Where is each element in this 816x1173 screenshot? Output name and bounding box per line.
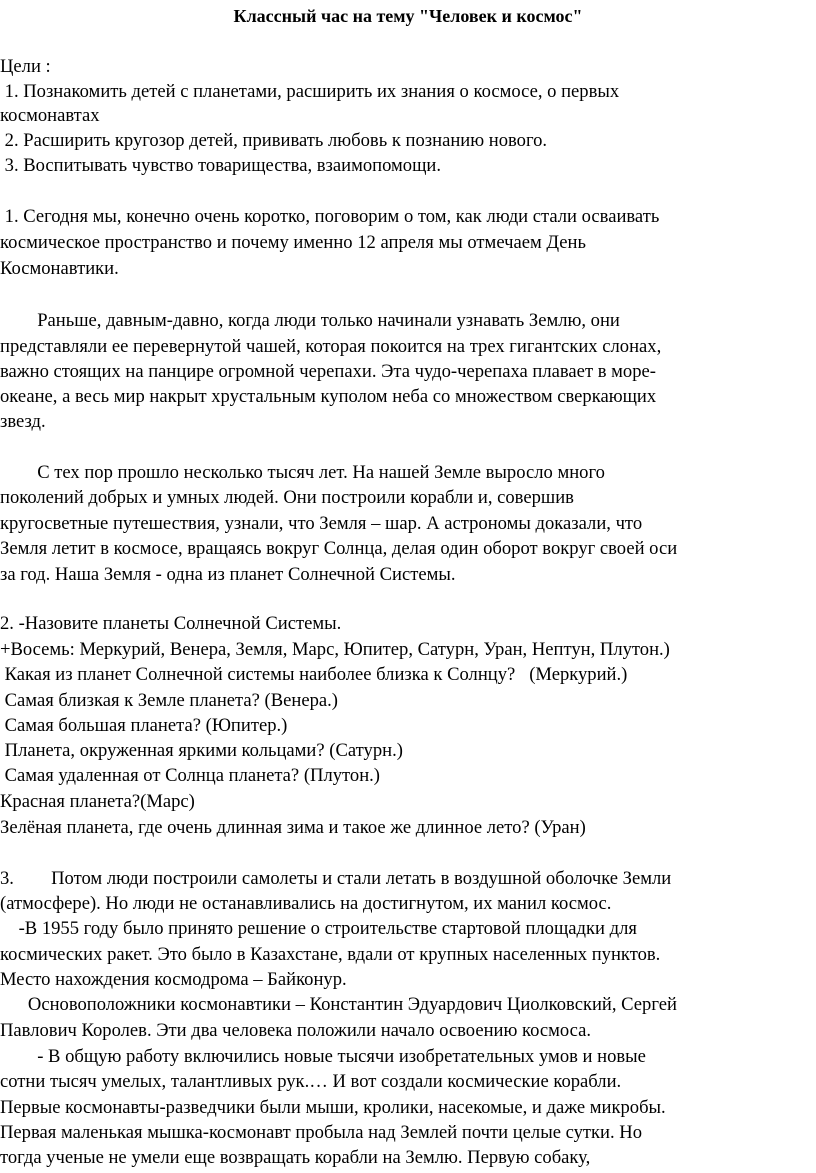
text-line: С тех пор прошло несколько тысяч лет. На нашей Земле выросло много xyxy=(0,462,605,483)
text-line: Планета, окруженная яркими кольцами? (Сатурн.) xyxy=(0,740,403,761)
text-line: Цели : xyxy=(0,56,51,77)
text-line: космическое пространство и почему именно 12 апреля мы отмечаем День xyxy=(0,232,586,253)
text-line: Первая маленькая мышка-космонавт пробыла над Землей почти целые сутки. Но xyxy=(0,1122,643,1143)
text-line: 3. Потом люди построили самолеты и стали летать в воздушной оболочке Земли xyxy=(0,868,672,889)
text-line: Место нахождения космодрома – Байконур. xyxy=(0,969,347,990)
text-line: кругосветные путешествия, узнали, что Земля – шар. А астрономы доказали, что xyxy=(0,513,643,534)
text-line: 2. -Назовите планеты Солнечной Системы. xyxy=(0,613,342,634)
text-line: (атмосфере). Но люди не останавливались на достигнутом, их манил космос. xyxy=(0,893,612,914)
text-line: 1. Сегодня мы, конечно очень коротко, поговорим о том, как люди стали осваивать xyxy=(0,206,660,227)
text-line: 2. Расширить кругозор детей, прививать любовь к познанию нового. xyxy=(0,130,548,151)
text-line: космических ракет. Это было в Казахстане, вдали от крупных населенных пунктов. xyxy=(0,944,661,965)
text-line: звезд. xyxy=(0,411,46,432)
text-line: Первые космонавты-разведчики были мыши, кролики, насекомые, и даже микробы. xyxy=(0,1097,666,1118)
text-line: сотни тысяч умелых, талантливых рук.… И вот создали космические корабли. xyxy=(0,1071,622,1092)
text-line: Раньше, давным-давно, когда люди только начинали узнавать Землю, они xyxy=(0,310,620,331)
text-line: 1. Познакомить детей с планетами, расширить их знания о космосе, о первых xyxy=(0,81,620,102)
text-line: Космонавтики. xyxy=(0,258,119,279)
text-line: поколений добрых и умных людей. Они построили корабли и, совершив xyxy=(0,487,574,508)
text-line: Самая удаленная от Солнца планета? (Плутон.) xyxy=(0,765,381,786)
document-title: Классный час на тему "Человек и космос" xyxy=(233,6,583,26)
text-line: Какая из планет Солнечной системы наиболее близка к Солнцу? (Меркурий.) xyxy=(0,664,628,685)
text-line: Земля летит в космосе, вращаясь вокруг Солнца, делая один оборот вокруг своей оси xyxy=(0,538,678,559)
text-line: Самая большая планета? (Юпитер.) xyxy=(0,715,288,736)
text-line: -В 1955 году было принято решение о строительстве стартовой площадки для xyxy=(0,918,637,939)
text-line: тогда ученые не умели еще возвращать корабли на Землю. Первую собаку, xyxy=(0,1147,591,1168)
text-line: 3. Воспитывать чувство товарищества, взаимопомощи. xyxy=(0,155,442,176)
text-line: океане, а весь мир накрыт хрустальным куполом неба со множеством сверкающих xyxy=(0,386,657,407)
text-line: Павлович Королев. Эти два человека положили начало освоению космоса. xyxy=(0,1020,592,1041)
text-line: космонавтах xyxy=(0,105,100,126)
text-line: Самая близкая к Земле планета? (Венера.) xyxy=(0,690,339,711)
text-line: - В общую работу включились новые тысячи изобретательных умов и новые xyxy=(0,1046,646,1067)
text-line: Основоположники космонавтики – Константин Эдуардович Циолковский, Сергей xyxy=(0,994,677,1015)
text-line: Зелёная планета, где очень длинная зима и такое же длинное лето? (Уран) xyxy=(0,817,586,838)
text-line: за год. Наша Земля - одна из планет Солнечной Системы. xyxy=(0,564,456,585)
text-line: представляли ее перевернутой чашей, которая покоится на трех гигантских слонах, xyxy=(0,336,662,357)
text-line: важно стоящих на панцире огромной черепахи. Эта чудо-черепаха плавает в море- xyxy=(0,361,656,382)
text-line: +Восемь: Меркурий, Венера, Земля, Марс, Юпитер, Сатурн, Уран, Нептун, Плутон.) xyxy=(0,639,670,660)
text-line: Красная планета?(Марс) xyxy=(0,791,195,812)
